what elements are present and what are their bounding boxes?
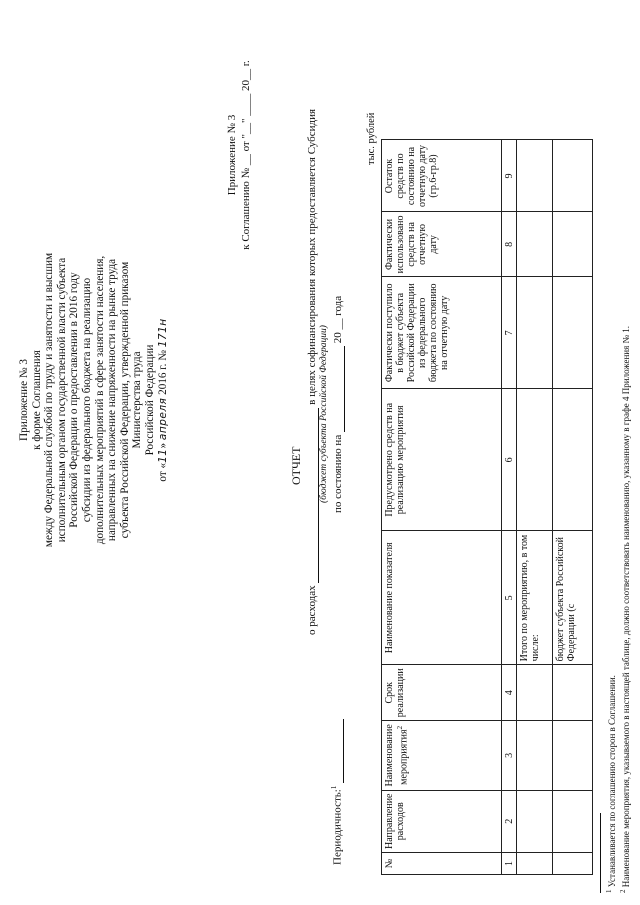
document-header xyxy=(18,100,169,700)
annex-agreement-line: к Соглашению № __ от "__" ____ 20__ г. xyxy=(240,60,252,250)
header-line: направленных на снижение напряженности на рынке труда xyxy=(106,258,119,542)
order-month-handwritten: апреля xyxy=(156,397,169,441)
footnotes xyxy=(600,326,632,893)
footnote-mark: 2 xyxy=(619,889,627,893)
order-prefix: от « xyxy=(156,462,169,482)
periodicity-label: Периодичность: xyxy=(331,789,344,865)
report-date-line xyxy=(332,296,345,513)
periodicity-line xyxy=(330,719,344,865)
col-header: Предусмотрено средств на реализацию мероприятия xyxy=(382,389,502,531)
table-cell xyxy=(517,140,553,212)
order-number-handwritten: 171н xyxy=(156,318,169,348)
col-header: Фактически использовано средств на отчетную дату xyxy=(382,212,502,277)
table-cell xyxy=(553,212,593,277)
table-row xyxy=(517,140,553,875)
table-cell xyxy=(553,140,593,212)
col-header: Направление расходов xyxy=(382,790,502,852)
order-date-line xyxy=(157,100,170,700)
footnote xyxy=(604,326,618,893)
header-line: исполнительным органом государственной власти субъекта xyxy=(55,257,68,543)
col-header: Остаток средств по состоянию на отчетную дату (гр.6-гр.8) xyxy=(382,140,502,212)
report-line2-prefix: по состоянию на xyxy=(332,434,344,513)
report-line2-suffix: 20 __ года xyxy=(332,295,344,344)
periodicity-fill-in-line xyxy=(332,719,344,783)
header-line: к форме Соглашения xyxy=(30,350,43,450)
header-line: Приложение № 3 xyxy=(18,359,30,441)
table-row xyxy=(553,140,593,875)
report-title: ОТЧЕТ xyxy=(289,446,303,485)
column-number: 5 xyxy=(502,531,517,665)
column-number: 8 xyxy=(502,212,517,277)
footnote-ref: 1 xyxy=(330,785,338,790)
budget-caption: (бюджет субъекта Российской Федерации) xyxy=(319,325,329,503)
report-table xyxy=(381,140,593,876)
table-cell xyxy=(553,790,593,852)
row-label-budget: бюджет субъекта Российской Федерации (с xyxy=(553,531,593,665)
col-header: Наименование показателя xyxy=(382,531,502,665)
row-label-total: Итого по мероприятию, в том числе: xyxy=(517,531,553,665)
header-line: между Федеральной службой по труду и занятости и высшим xyxy=(43,252,56,548)
table-cell xyxy=(517,277,553,389)
footnote-divider xyxy=(600,813,601,893)
col-header-text: Наименование мероприятия xyxy=(384,724,410,787)
header-line: Российской Федерации xyxy=(143,344,156,456)
column-number: 9 xyxy=(502,140,517,212)
column-number: 7 xyxy=(502,277,517,389)
header-line: дополнительных мероприятий в сфере занятости населения, xyxy=(93,255,106,545)
col-header: Фактически поступило в бюджет субъекта Российской Федерации из федерального бюджета по состоянию на отчетную дату xyxy=(382,277,502,389)
table-cell xyxy=(517,665,553,721)
order-day-handwritten: 11 xyxy=(156,448,169,463)
footnote-text: Наименование мероприятия, указываемого в настоящей таблице, должно соответствовать наименованию, указанному в графе 4 Приложения № 1. xyxy=(621,325,631,888)
column-number: 2 xyxy=(502,790,517,852)
table-cell xyxy=(517,790,553,852)
date-fill-in-line xyxy=(333,346,345,432)
order-year: 2016 г. № xyxy=(156,347,169,398)
header-line: Министерства труда xyxy=(131,351,144,449)
header-line: субъекта Российской Федерации, утвержденной приказом xyxy=(118,261,131,539)
footnote-ref: 2 xyxy=(396,725,404,730)
footnote-mark: 1 xyxy=(605,889,613,893)
col-header xyxy=(382,721,502,790)
agreement-annex-block xyxy=(225,45,253,265)
column-number-row xyxy=(502,140,517,875)
report-line1-prefix: о расходах xyxy=(306,585,318,635)
col-header: Срок реализации xyxy=(382,665,502,721)
col-header: № xyxy=(382,853,502,875)
table-cell xyxy=(553,853,593,875)
footnote-text: Устанавливается по соглашению сторон в Соглашении. xyxy=(607,675,617,888)
table-cell xyxy=(553,389,593,531)
table-header-row xyxy=(382,140,502,875)
column-number: 1 xyxy=(502,853,517,875)
table-cell xyxy=(517,853,553,875)
table-cell xyxy=(553,277,593,389)
footnote xyxy=(618,326,632,893)
header-line: Российской Федерации о предоставлении в 2016 году xyxy=(68,272,81,528)
table-cell xyxy=(517,389,553,531)
report-line1-suffix: в целях софинансирования которых предоставляется Субсидия xyxy=(306,108,318,405)
table-cell xyxy=(517,721,553,790)
table-cell xyxy=(517,212,553,277)
column-number: 6 xyxy=(502,389,517,531)
column-number: 3 xyxy=(502,721,517,790)
units-label: тыс. рублей xyxy=(366,112,377,165)
table-cell xyxy=(553,721,593,790)
header-line: субсидии из федерального бюджета на реализацию xyxy=(80,277,93,523)
report-subject-line xyxy=(306,109,319,635)
table-cell xyxy=(553,665,593,721)
column-number: 4 xyxy=(502,665,517,721)
order-mid: » xyxy=(156,440,169,449)
budget-fill-in-line xyxy=(307,408,319,583)
annex-title: Приложение № 3 xyxy=(226,114,238,196)
